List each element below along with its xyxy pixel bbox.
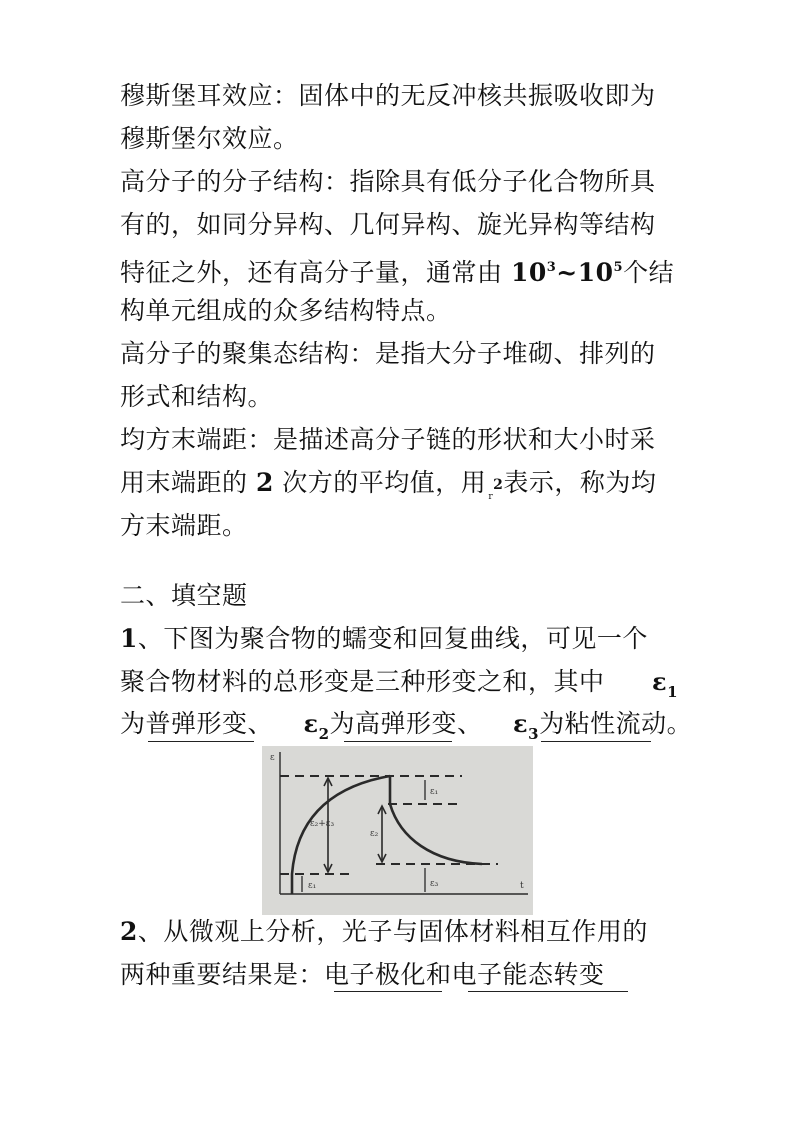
q1-sep-1: 、 bbox=[247, 709, 274, 738]
q1-wei-1: 为 bbox=[120, 709, 146, 738]
msd-symbol-2: 2 bbox=[493, 477, 504, 493]
q2-line-1 bbox=[120, 914, 648, 950]
q1-wei-2: 为 bbox=[329, 709, 356, 738]
polymer-structure-text-a: 特征之外，还有高分子量，通常由 bbox=[120, 258, 511, 287]
msd-symbol-r: r bbox=[488, 492, 494, 502]
epsilon-sub-2: 2 bbox=[318, 725, 330, 743]
q1-answer-1: 普弹形变 bbox=[145, 709, 248, 738]
aggregate-structure-line-2: 形式和结构。 bbox=[120, 382, 274, 411]
polymer-structure-line-1: 高分子的分子结构：指除具有低分子化合物所具 bbox=[120, 167, 656, 196]
q1-wei-3: 为 bbox=[539, 709, 565, 738]
q1-answer-2: 高弹形变 bbox=[355, 709, 458, 738]
epsilon-symbol-2: ε bbox=[303, 709, 319, 738]
epsilon-sub-1: 1 bbox=[667, 683, 679, 701]
q1-number: 1 bbox=[120, 624, 138, 653]
q2-text-2: 两种重要结果是： bbox=[120, 960, 325, 989]
q2-line-2 bbox=[120, 957, 605, 993]
label-e1-right: ε₁ bbox=[430, 787, 439, 797]
q1-sep-2: 、 bbox=[457, 709, 483, 738]
q1-answer-1-underline bbox=[148, 741, 254, 742]
epsilon-sub-3: 3 bbox=[528, 725, 540, 743]
section-heading: 二、填空题 bbox=[120, 581, 248, 610]
msd-text-c: 表示，称为均 bbox=[503, 468, 657, 497]
epsilon-symbol-3: ε bbox=[513, 709, 529, 738]
label-e1-bottom: ε₁ bbox=[308, 881, 317, 891]
msd-number-2: 2 bbox=[255, 468, 274, 497]
epsilon-symbol: ε bbox=[652, 667, 668, 696]
mossbauer-definition-line-1: 穆斯堡耳效应：固体中的无反冲核共振吸收即为 bbox=[120, 81, 656, 110]
tilde: ~ bbox=[556, 258, 578, 287]
creep-recovery-figure bbox=[262, 746, 533, 915]
msd-text-a: 用末端距的 bbox=[120, 468, 256, 497]
q1-line-1 bbox=[120, 621, 648, 657]
creep-recovery-diagram bbox=[262, 746, 533, 915]
q1-text-1: 、下图为聚合物的蠕变和回复曲线，可见一个 bbox=[137, 624, 648, 653]
polymer-structure-line-3 bbox=[120, 250, 674, 291]
aggregate-structure-line-1: 高分子的聚集态结构：是指大分子堆砌、排列的 bbox=[120, 339, 656, 368]
q1-answer-2-underline bbox=[344, 741, 452, 742]
msd-definition-line-3: 方末端距。 bbox=[120, 511, 248, 540]
q2-answer-1-underline bbox=[334, 991, 442, 992]
x-axis-label: t bbox=[520, 881, 524, 891]
q2-he: 和 bbox=[426, 960, 452, 989]
q2-number: 2 bbox=[120, 917, 138, 946]
q2-answer-2: 电子能态转变 bbox=[451, 960, 605, 989]
polymer-structure-line-2: 有的，如同分异构、几何异构、旋光异构等结构 bbox=[120, 210, 656, 239]
exponent-5: 5 bbox=[613, 260, 624, 275]
label-e2: ε₂ bbox=[370, 829, 379, 839]
polymer-structure-line-4: 构单元组成的众多结构特点。 bbox=[120, 296, 452, 325]
label-e3: ε₃ bbox=[430, 879, 439, 889]
q1-period: 。 bbox=[666, 709, 693, 738]
q2-text-1: 、从微观上分析，光子与固体材料相互作用的 bbox=[137, 917, 648, 946]
number-10-second: 10 bbox=[577, 258, 614, 287]
q1-text-2: 聚合物材料的总形变是三种形变之和，其中 bbox=[120, 667, 605, 696]
mossbauer-definition-line-2: 穆斯堡尔效应。 bbox=[120, 124, 299, 153]
y-axis-label: ε bbox=[270, 753, 275, 763]
msd-definition-line-1: 均方末端距：是描述高分子链的形状和大小时采 bbox=[120, 425, 656, 454]
q1-answer-3-underline bbox=[541, 741, 651, 742]
polymer-structure-text-b: 个结 bbox=[623, 258, 675, 287]
q1-answer-3: 粘性流动 bbox=[564, 709, 667, 738]
msd-text-b: 次方的平均值，用 bbox=[273, 468, 487, 497]
number-10-first: 10 bbox=[510, 258, 547, 287]
q1-line-2 bbox=[120, 664, 605, 700]
q1-epsilon-1 bbox=[652, 664, 678, 710]
q2-answer-2-underline bbox=[468, 991, 628, 992]
label-e2-plus-e3: ε₂+ε₃ bbox=[310, 819, 335, 829]
q2-answer-1: 电子极化 bbox=[324, 960, 427, 989]
exponent-3: 3 bbox=[546, 260, 557, 275]
